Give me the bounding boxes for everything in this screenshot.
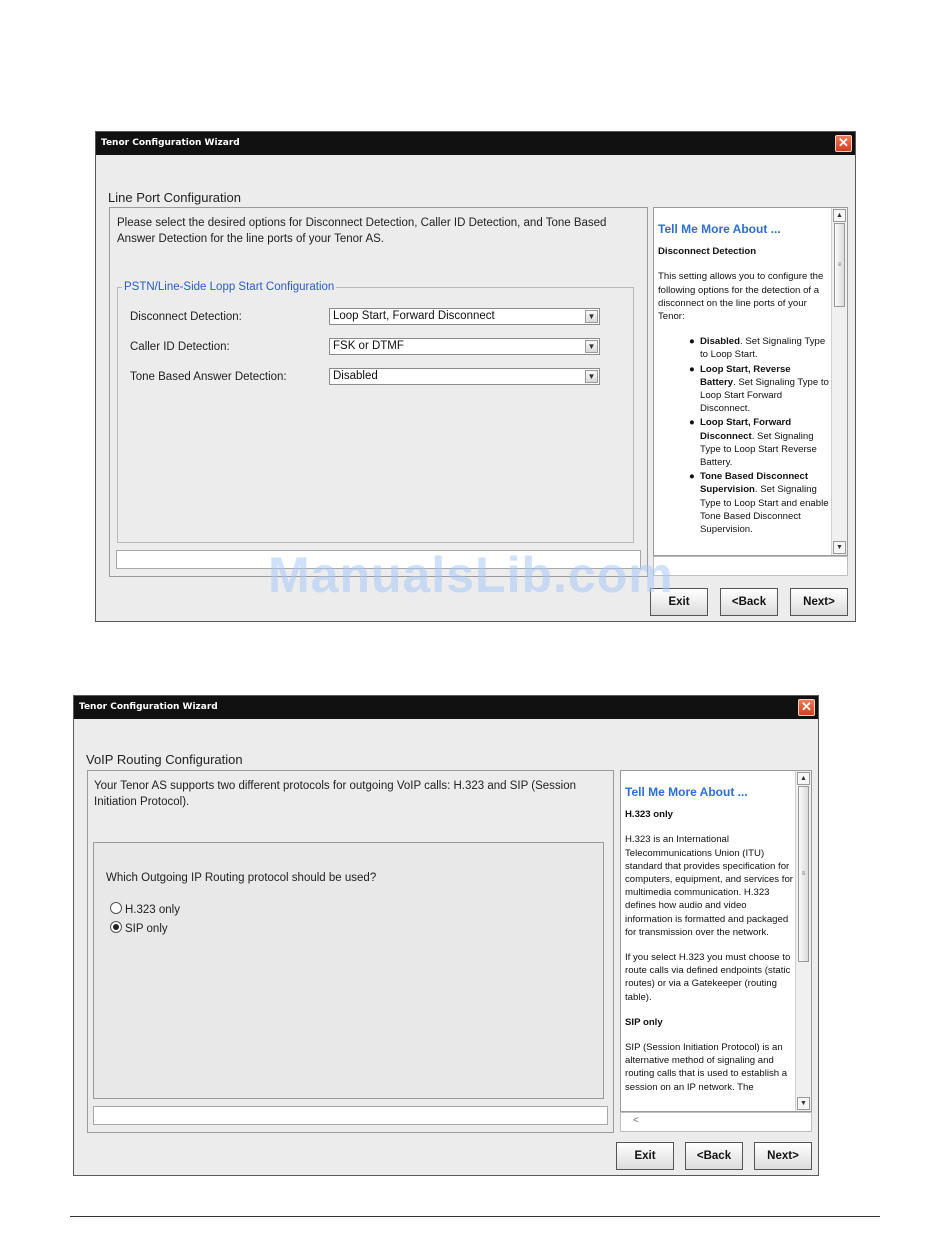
help-subtitle-h323: H.323 only: [625, 809, 673, 821]
exit-button[interactable]: Exit: [650, 588, 708, 616]
help-subtitle: Disconnect Detection: [658, 246, 757, 258]
tone-answer-detection-label: Tone Based Answer Detection:: [130, 371, 287, 383]
help-horizontal-scroll[interactable]: <: [620, 1112, 812, 1132]
help-title: Tell Me More About ...: [625, 785, 748, 799]
scroll-thumb[interactable]: ≡: [798, 786, 809, 962]
chevron-down-icon[interactable]: ▼: [585, 340, 598, 353]
list-item: ● Loop Start, Forward Disconnect. Set Signaling Type to Loop Start Reverse Battery.: [689, 417, 817, 469]
help-option-list: [658, 335, 829, 536]
question-text: Which Outgoing IP Routing protocol should be used?: [106, 872, 377, 884]
select-value: Disabled: [333, 370, 378, 382]
group-legend: PSTN/Line-Side Lopp Start Configuration: [124, 281, 335, 293]
intro-text: Your Tenor AS supports two different protocols for outgoing VoIP calls: H.323 and SIP (Session Initiation Protocol).: [94, 780, 577, 808]
list-item: ● Disabled. Set Signaling Type to Loop Start.: [689, 336, 826, 361]
radio-circle[interactable]: [110, 902, 122, 914]
help-panel[interactable]: [620, 770, 812, 1112]
select-value: FSK or DTMF: [333, 340, 404, 352]
help-paragraph: SIP (Session Initiation Protocol) is an alternative method of signaling and routing calls that is used to establish a session on an IP network. The: [625, 1042, 788, 1093]
window-titlebar: Tenor Configuration Wizard: [74, 696, 818, 719]
back-button[interactable]: <Back: [685, 1142, 743, 1170]
help-paragraph: This setting allows you to configure the following options for the detection of a disconnect on the line ports of your Tenor:: [658, 271, 824, 323]
arrow-up-icon[interactable]: ▲: [797, 772, 810, 785]
close-button[interactable]: ✕: [835, 135, 852, 152]
scroll-thumb[interactable]: ≡: [834, 223, 845, 307]
page-title: VoIP Routing Configuration: [86, 752, 243, 767]
radio-label: SIP only: [125, 923, 168, 935]
help-content: [625, 771, 793, 1111]
back-button[interactable]: <Back: [720, 588, 778, 616]
help-scrollbar[interactable]: [795, 771, 811, 1111]
window-titlebar: Tenor Configuration Wizard: [96, 132, 855, 155]
disconnect-detection-select[interactable]: [329, 308, 600, 325]
disconnect-detection-label: Disconnect Detection:: [130, 311, 242, 323]
help-paragraph: H.323 is an International Telecommunications Union (ITU) standard that provides specification for computers, equipment, and services for multimedia communication. H.323 defines how audio and video information is formatted and packaged for transmission over the network.: [625, 834, 793, 938]
main-panel: [109, 207, 648, 577]
arrow-up-icon[interactable]: ▲: [833, 209, 846, 222]
status-bar: [93, 1106, 608, 1125]
radio-label: H.323 only: [125, 904, 180, 916]
watermark-text: ManualsLib.com: [268, 547, 674, 603]
list-item: ● Tone Based Disconnect Supervision. Set Signaling Type to Loop Start and enable Tone Based Disconnect Supervision.: [689, 471, 829, 536]
chevron-down-icon[interactable]: ▼: [585, 370, 598, 383]
page-title: Line Port Configuration: [108, 190, 241, 205]
radio-sip[interactable]: [110, 921, 168, 935]
radio-h323[interactable]: [110, 902, 180, 916]
chevron-down-icon[interactable]: ▼: [585, 310, 598, 323]
help-horizontal-scroll[interactable]: [653, 556, 848, 576]
arrow-down-icon[interactable]: ▼: [797, 1097, 810, 1110]
main-panel: [87, 770, 614, 1133]
caller-id-detection-label: Caller ID Detection:: [130, 341, 230, 353]
help-subtitle-sip: SIP only: [625, 1016, 663, 1028]
list-item: ● Loop Start, Reverse Battery. Set Signaling Type to Loop Start Forward Disconnect.: [689, 363, 829, 415]
wizard-window-voip-routing: [73, 695, 819, 1176]
help-title: Tell Me More About ...: [658, 222, 781, 236]
intro-text: Please select the desired options for Disconnect Detection, Caller ID Detection, and Tone Based Answer Detection for the line ports of your Tenor AS.: [117, 217, 607, 245]
arrow-down-icon[interactable]: ▼: [833, 541, 846, 554]
help-paragraph: If you select H.323 you must choose to route calls via defined endpoints (static routes) or via a Gatekeeper (routing table).: [625, 952, 791, 1003]
help-content: [658, 208, 829, 555]
help-scrollbar[interactable]: [831, 208, 847, 555]
next-button[interactable]: Next>: [754, 1142, 812, 1170]
radio-circle-checked[interactable]: [110, 921, 122, 933]
page-footer-rule: [70, 1216, 880, 1217]
close-button[interactable]: ✕: [798, 699, 815, 716]
select-value: Loop Start, Forward Disconnect: [333, 310, 495, 322]
exit-button[interactable]: Exit: [616, 1142, 674, 1170]
tone-answer-detection-select[interactable]: [329, 368, 600, 385]
help-panel[interactable]: [653, 207, 848, 556]
caller-id-detection-select[interactable]: [329, 338, 600, 355]
next-button[interactable]: Next>: [790, 588, 848, 616]
